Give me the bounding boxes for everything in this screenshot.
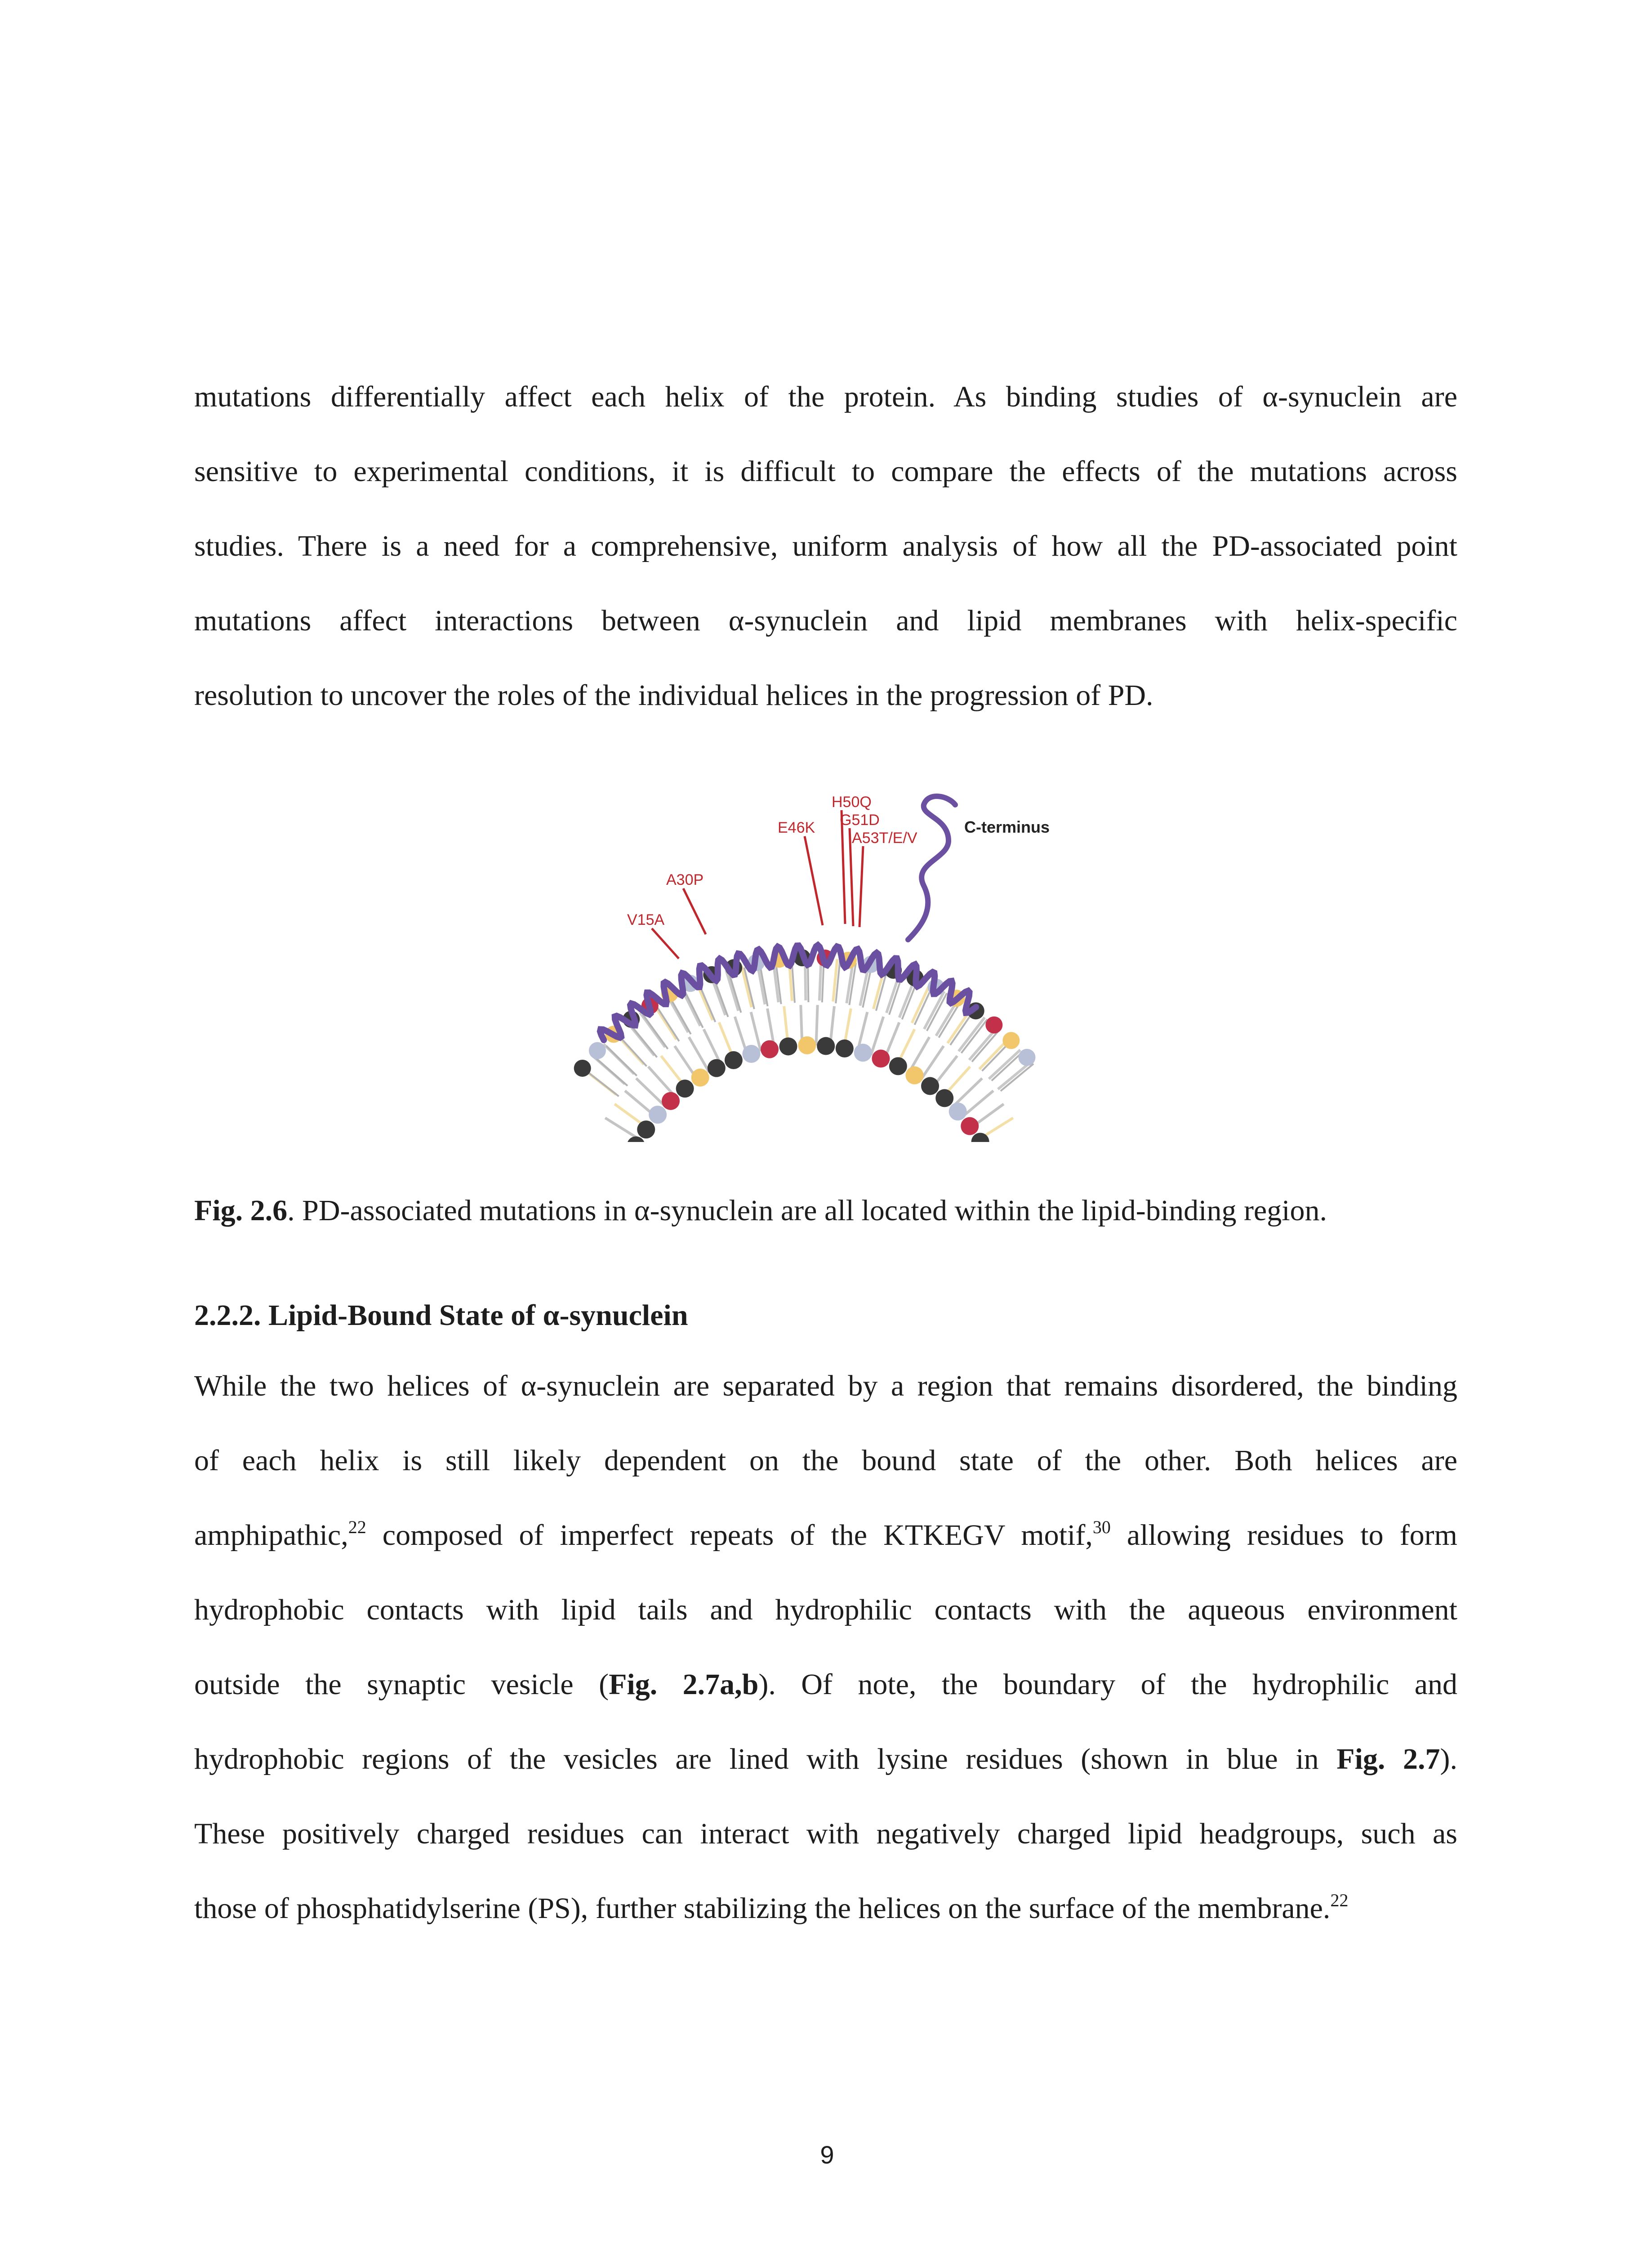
page-number: 9 xyxy=(820,2141,834,2169)
lipid-headgroup xyxy=(961,1117,979,1135)
lipid-tail xyxy=(684,990,703,1028)
lipid-headgroup xyxy=(836,1039,854,1057)
label-e46k: E46K xyxy=(778,819,815,836)
citation-ref: 22 xyxy=(348,1517,366,1537)
text-line: mutations affect interactions between α-synuclein and lipid membranes with helix-specific xyxy=(194,604,1457,637)
text-line xyxy=(194,1647,1457,1722)
lipid-headgroup xyxy=(949,1102,967,1120)
lipid-tail xyxy=(921,1046,944,1079)
text-line: resolution to uncover the roles of the individual helices in the progression of PD. xyxy=(194,679,1153,712)
lipid-headgroup xyxy=(872,1050,890,1068)
label-a30p: A30P xyxy=(666,871,704,888)
figure-caption xyxy=(194,1194,1498,1228)
text-run: amphipathic, xyxy=(194,1519,348,1552)
lipid-tail xyxy=(816,1005,818,1045)
text-line: studies. There is a need for a comprehensive, uniform analysis of how all the PD-associated point xyxy=(194,530,1457,562)
lipid-headgroup xyxy=(637,1120,655,1138)
mutation-pointer-line xyxy=(859,846,863,927)
figure-ref: Fig. 2.7 xyxy=(1336,1743,1440,1775)
lipid-tail xyxy=(729,972,741,1012)
lipid-headgroup xyxy=(589,1042,606,1059)
lipid-headgroup xyxy=(889,1057,907,1075)
text-line: While the two helices of α-synuclein are separated by a region that remains disordered, the binding xyxy=(194,1369,1457,1402)
paragraph-lipid-bound xyxy=(194,1349,1457,1946)
lipid-headgroup xyxy=(798,1036,816,1054)
c-terminus-tail xyxy=(908,796,955,940)
lipid-headgroup xyxy=(662,1092,680,1110)
lipid-headgroup xyxy=(574,1060,591,1077)
lipid-headgroup xyxy=(921,1077,939,1095)
text-line xyxy=(194,1722,1457,1797)
lipid-headgroup xyxy=(691,1069,709,1087)
mutation-pointer-line xyxy=(805,836,823,925)
lipid-headgroup xyxy=(817,1037,835,1055)
text-run: hydrophobic regions of the vesicles are lined with lysine residues (shown in blue in xyxy=(194,1743,1337,1775)
caption-label: Fig. 2.6 xyxy=(194,1194,288,1227)
text-line: These positively charged residues can interact with negatively charged lipid headgroups, such as xyxy=(194,1817,1457,1850)
label-g51d: G51D xyxy=(840,812,880,829)
protein-helix xyxy=(600,945,976,1040)
lipid-tail xyxy=(871,1017,884,1055)
section-heading: 2.2.2. Lipid-Bound State of α-synuclein xyxy=(194,1299,688,1332)
lipid-headgroup xyxy=(1018,1049,1035,1066)
figure-ref: Fig. 2.7a,b xyxy=(609,1668,759,1701)
text-run: outside the synaptic vesicle ( xyxy=(194,1668,609,1701)
lipid-headgroup xyxy=(985,1017,1002,1034)
lipid-headgroup xyxy=(854,1044,872,1062)
lipid-headgroup xyxy=(725,1051,743,1069)
text-line: mutations differentially affect each helix of the protein. As binding studies of α-synuclein are xyxy=(194,380,1457,413)
text-line: of each helix is still likely dependent on the bound state of the other. Both helices are xyxy=(194,1444,1457,1477)
paragraph-intro xyxy=(194,360,1457,733)
lipid-headgroup xyxy=(761,1040,779,1058)
text-run: composed of imperfect repeats of the KTKEGV motif, xyxy=(366,1519,1093,1552)
citation-ref: 30 xyxy=(1092,1517,1111,1537)
label-a53: A53T/E/V xyxy=(852,830,917,847)
text-line: sensitive to experimental conditions, it is difficult to compare the effects of the mutations across xyxy=(194,455,1457,488)
text-run: ). xyxy=(1440,1743,1457,1775)
mutation-pointer-line xyxy=(683,888,706,934)
text-line xyxy=(194,1498,1457,1573)
text-run: ). Of note, the boundary of the hydrophilic and xyxy=(758,1668,1458,1701)
label-h50q: H50Q xyxy=(832,794,872,811)
lipid-bilayer xyxy=(574,949,1036,1142)
lipid-headgroup xyxy=(649,1106,667,1124)
lipid-tail xyxy=(605,1118,639,1139)
lipid-headgroup xyxy=(676,1079,694,1097)
membrane-figure xyxy=(517,791,1101,1142)
citation-ref: 22 xyxy=(1330,1890,1349,1910)
text-run: allowing residues to form xyxy=(1110,1519,1457,1552)
lipid-headgroup xyxy=(935,1089,953,1107)
caption-text: . PD-associated mutations in α-synuclein are all located within the lipid-binding region. xyxy=(287,1194,1327,1227)
lipid-headgroup xyxy=(742,1045,760,1063)
lipid-headgroup xyxy=(905,1066,923,1084)
label-v15a: V15A xyxy=(627,911,665,928)
lipid-headgroup xyxy=(708,1059,726,1077)
lipid-headgroup xyxy=(779,1037,797,1055)
text-line: hydrophobic contacts with lipid tails and hydrophilic contacts with the aqueous environment xyxy=(194,1593,1457,1626)
lipid-tail xyxy=(689,1037,709,1072)
lipid-headgroup xyxy=(1002,1032,1020,1049)
label-c-terminus: C-terminus xyxy=(964,818,1050,836)
text-line xyxy=(194,1871,1457,1946)
mutation-pointer-line xyxy=(652,928,679,959)
text-run: those of phosphatidylserine (PS), further stabilizing the helices on the surface of the membrane. xyxy=(194,1892,1331,1925)
